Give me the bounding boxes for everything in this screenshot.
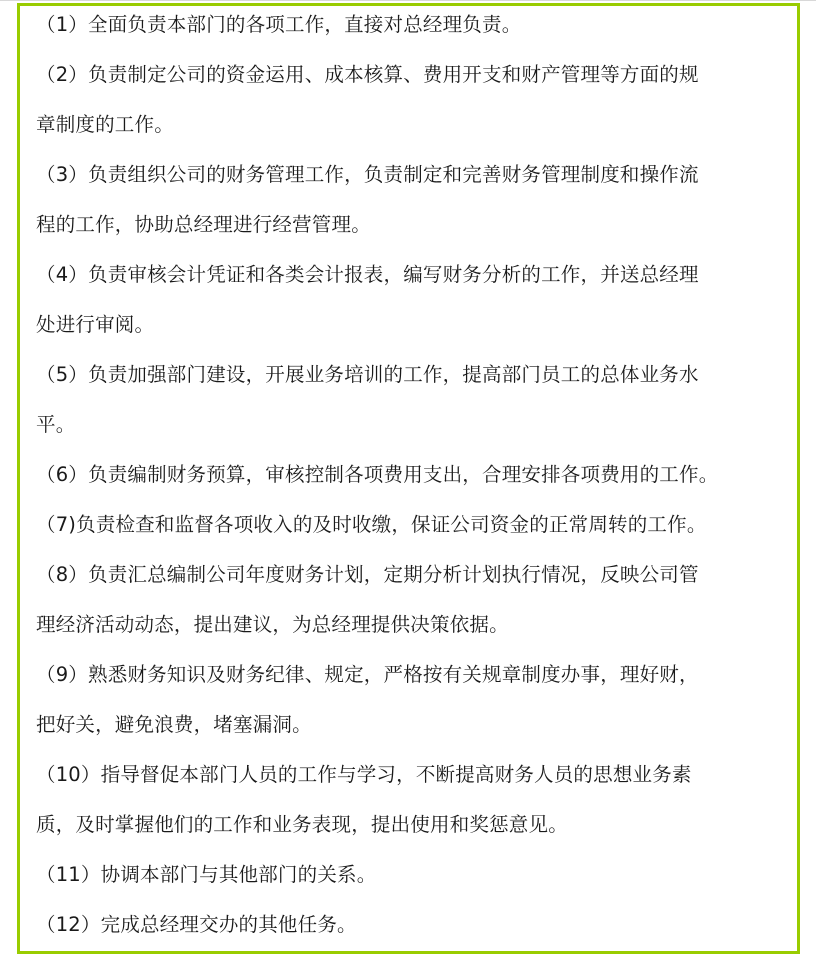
list-item-6-line-1: （6）负责编制财务预算，审核控制各项费用支出，合理安排各项费用的工作。 (36, 463, 719, 486)
list-item-2-line-2: 章制度的工作。 (36, 113, 174, 136)
list-item-5-line-2: 平。 (36, 413, 76, 436)
document-frame (17, 3, 800, 954)
list-item-3-line-1: （3）负责组织公司的财务管理工作，负责制定和完善财务管理制度和操作流 (36, 163, 699, 186)
list-item-9-line-1: （9）熟悉财务知识及财务纪律、规定，严格按有关规章制度办事，理好财， (36, 663, 699, 686)
duty-list (36, 8, 788, 958)
list-item-4-line-2: 处进行审阅。 (36, 313, 155, 336)
list-item-8-line-2: 理经济活动动态，提出建议，为总经理提供决策依据。 (36, 613, 509, 636)
list-item-7-line-1: （7)负责检查和监督各项收入的及时收缴，保证公司资金的正常周转的工作。 (36, 513, 707, 536)
list-item-1-line-1: （1）全面负责本部门的各项工作，直接对总经理负责。 (36, 13, 522, 36)
list-item-11-line-1: （11）协调本部门与其他部门的关系。 (36, 863, 377, 886)
list-item-12-line-1: （12）完成总经理交办的其他任务。 (36, 913, 357, 936)
list-item-9-line-2: 把好关，避免浪费，堵塞漏洞。 (36, 713, 312, 736)
list-item-2-line-1: （2）负责制定公司的资金运用、成本核算、费用开支和财产管理等方面的规 (36, 63, 699, 86)
list-item-10-line-1: （10）指导督促本部门人员的工作与学习，不断提高财务人员的思想业务素 (36, 763, 692, 786)
top-divider (0, 0, 816, 1)
list-item-8-line-1: （8）负责汇总编制公司年度财务计划，定期分析计划执行情况，反映公司管 (36, 563, 699, 586)
list-item-5-line-1: （5）负责加强部门建设，开展业务培训的工作，提高部门员工的总体业务水 (36, 363, 699, 386)
list-item-4-line-1: （4）负责审核会计凭证和各类会计报表，编写财务分析的工作，并送总经理 (36, 263, 699, 286)
list-item-10-line-2: 质，及时掌握他们的工作和业务表现，提出使用和奖惩意见。 (36, 813, 568, 836)
list-item-3-line-2: 程的工作，协助总经理进行经营管理。 (36, 213, 371, 236)
